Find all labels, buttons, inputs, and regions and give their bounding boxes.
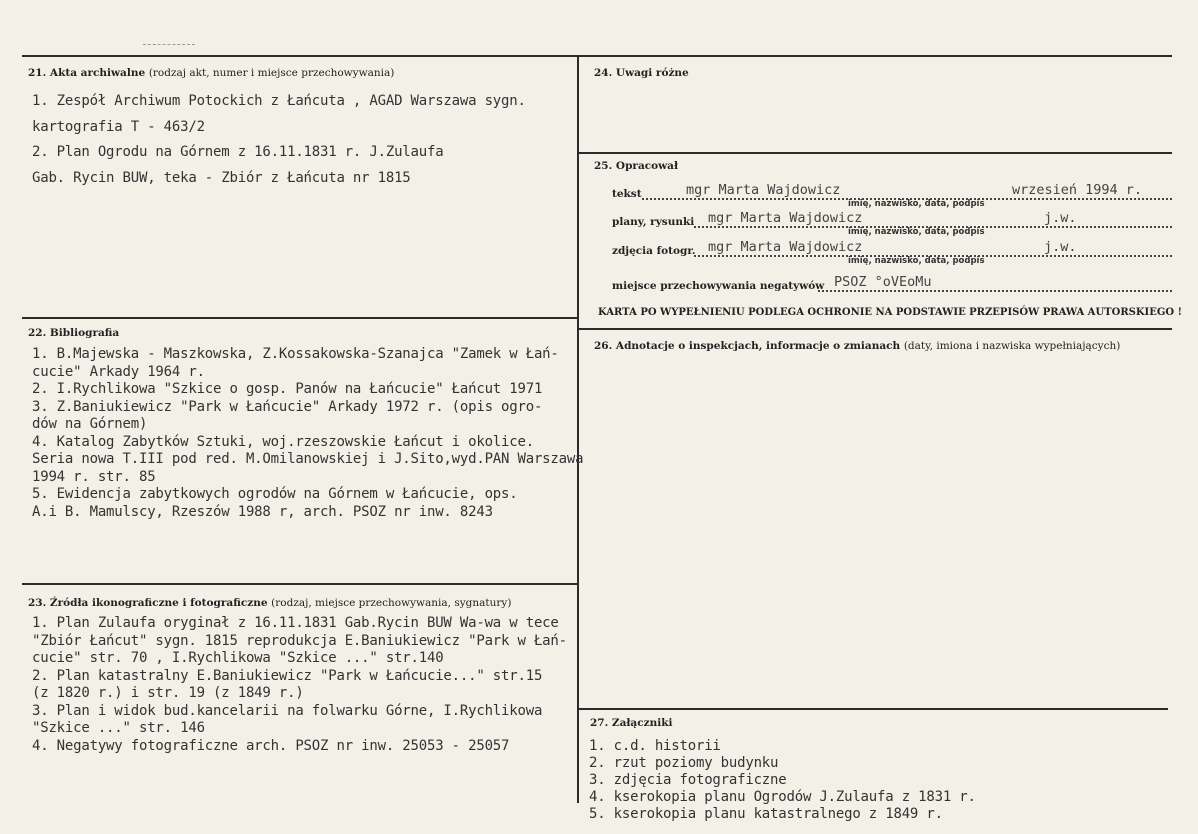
section-22-line: A.i B. Mamulscy, Rzeszów 1988 r, arch. PSOZ nr inw. 8243 <box>32 503 493 520</box>
row-label: plany, rysunki <box>612 216 695 228</box>
storage-value: PSOZ °oVEoMu <box>834 274 932 290</box>
author-row-drawings <box>612 210 1172 237</box>
section-21-title <box>28 67 394 79</box>
section-23-line: 1. Plan Zulaufa oryginał z 16.11.1831 Gab.Rycin BUW Wa-wa w tece <box>32 615 559 631</box>
section-21-subtitle: (rodzaj akt, numer i miejsce przechowywania) <box>148 67 395 79</box>
section-27-heading: 27. Załączniki <box>590 717 673 729</box>
section-22-heading: 22. Bibliografia <box>28 327 120 339</box>
attachment-item: 4. kserokopia planu Ogrodów J.Zulaufa z 1831 r. <box>589 789 976 805</box>
section-21-heading: 21. Akta archiwalne <box>28 67 146 79</box>
section-23-subtitle: (rodzaj, miejsce przechowywania, sygnatury) <box>271 597 512 609</box>
section-21-line: Gab. Rycin BUW, teka - Zbiór z Łańcuta nr 1815 <box>32 169 411 186</box>
row-label: zdjęcia fotogr. <box>612 245 696 257</box>
attachment-item: 1. c.d. historii <box>589 738 721 754</box>
section-25-heading: 25. Opracował <box>594 160 679 172</box>
field-hint: imię, nazwisko, data, podpis <box>848 227 985 237</box>
negatives-storage-row <box>612 276 1172 294</box>
section-22-line: dów na Górnem) <box>32 416 148 432</box>
section-24-heading: 24. Uwagi różne <box>594 67 689 79</box>
author-date: wrzesień 1994 r. <box>1012 182 1143 198</box>
section-22-line: 3. Z.Baniukiewicz "Park w Łańcucie" Arkady 1972 r. (opis ogro- <box>32 398 543 415</box>
section-23-line: cucie" str. 70 , I.Rychlikowa "Szkice ..." str.140 <box>32 650 444 666</box>
section-22-line: 4. Katalog Zabytków Sztuki, woj.rzeszowskie Łańcut i okolice. <box>32 433 534 450</box>
section-23-line: "Zbiór Łańcut" sygn. 1815 reprodukcja E.Baniukiewicz "Park w Łań- <box>32 632 567 649</box>
attachment-item: 5. kserokopia planu katastralnego z 1849 r. <box>589 806 943 822</box>
section-22-line: 5. Ewidencja zabytkowych ogrodów na Górnem w Łańcucie, ops. <box>32 486 518 502</box>
pencil-mark <box>143 44 195 49</box>
section-23-body <box>32 615 567 755</box>
section-22-body <box>32 346 583 521</box>
top-border <box>22 55 1172 57</box>
section-21-body <box>32 89 526 191</box>
section-23-line: 2. Plan katastralny E.Baniukiewicz "Park w Łańcucie..." str.15 <box>32 667 543 684</box>
section-25-title <box>594 160 678 172</box>
field-hint: imię, nazwisko, data, podpis <box>848 256 985 266</box>
section-26-heading: 26. Adnotacje o inspekcjach, informacje o zmianach <box>594 340 901 352</box>
attachment-item: 3. zdjęcia fotograficzne <box>589 772 787 788</box>
row-label: miejsce przechowywania negatywów <box>612 280 825 292</box>
section-23-line: (z 1820 r.) i str. 19 (z 1849 r.) <box>32 685 304 701</box>
section-22-line: 1994 r. str. 85 <box>32 468 156 485</box>
dotted-line <box>818 290 1172 292</box>
author-date: j.w. <box>1044 239 1077 255</box>
divider-26-27 <box>578 708 1168 710</box>
author-date: j.w. <box>1044 210 1077 226</box>
divider-22-23 <box>22 583 578 585</box>
section-22-line: 2. I.Rychlikowa "Szkice o gosp. Panów na Łańcucie" Łańcut 1971 <box>32 381 543 397</box>
author-name: mgr Marta Wajdowicz <box>708 210 863 226</box>
section-21-line: 2. Plan Ogrodu na Górnem z 16.11.1831 r. J.Zulaufa <box>32 144 444 160</box>
section-23-line: 4. Negatywy fotograficzne arch. PSOZ nr inw. 25053 - 25057 <box>32 737 510 754</box>
section-23-line: 3. Plan i widok bud.kancelarii na folwarku Górne, I.Rychlikowa <box>32 702 543 719</box>
copyright-notice: KARTA PO WYPEŁNIENIU PODLEGA OCHRONIE NA PODSTAWIE PRZEPISÓW PRAWA AUTORSKIEGO ! <box>598 307 1182 318</box>
section-26-subtitle: (daty, imiona i nazwiska wypełniających) <box>903 340 1121 352</box>
author-name: mgr Marta Wajdowicz <box>708 239 863 255</box>
section-21-line: kartografia T - 463/2 <box>32 118 205 135</box>
section-23-line: "Szkice ..." str. 146 <box>32 720 205 736</box>
author-name: mgr Marta Wajdowicz <box>686 182 841 198</box>
section-27-body <box>589 738 976 823</box>
field-hint: imię, nazwisko, data, podpis <box>848 199 985 209</box>
divider-24-25 <box>578 152 1172 154</box>
row-label: tekst <box>612 188 642 200</box>
section-22-line: Seria nowa T.III pod red. M.Omilanowskiej i J.Sito,wyd.PAN Warszawa <box>32 451 584 467</box>
attachment-item: 2. rzut poziomy budynku <box>589 755 779 771</box>
author-row-text <box>612 182 1172 209</box>
divider-21-22 <box>22 317 578 319</box>
section-22-title <box>28 327 119 339</box>
section-26-title <box>594 340 1120 352</box>
section-21-line: 1. Zespół Archiwum Potockich z Łańcuta , AGAD Warszawa sygn. <box>32 93 526 109</box>
author-row-photos <box>612 239 1172 266</box>
section-23-title <box>28 597 511 609</box>
section-27-title <box>590 717 672 729</box>
section-22-line: cucie" Arkady 1964 r. <box>32 363 205 380</box>
section-23-heading: 23. Źródła ikonograficzne i fotograficzne <box>28 597 268 609</box>
divider-25-26 <box>578 328 1172 330</box>
section-24-title <box>594 67 689 79</box>
section-22-line: 1. B.Majewska - Maszkowska, Z.Kossakowska-Szanajca "Zamek w Łań- <box>32 346 559 362</box>
